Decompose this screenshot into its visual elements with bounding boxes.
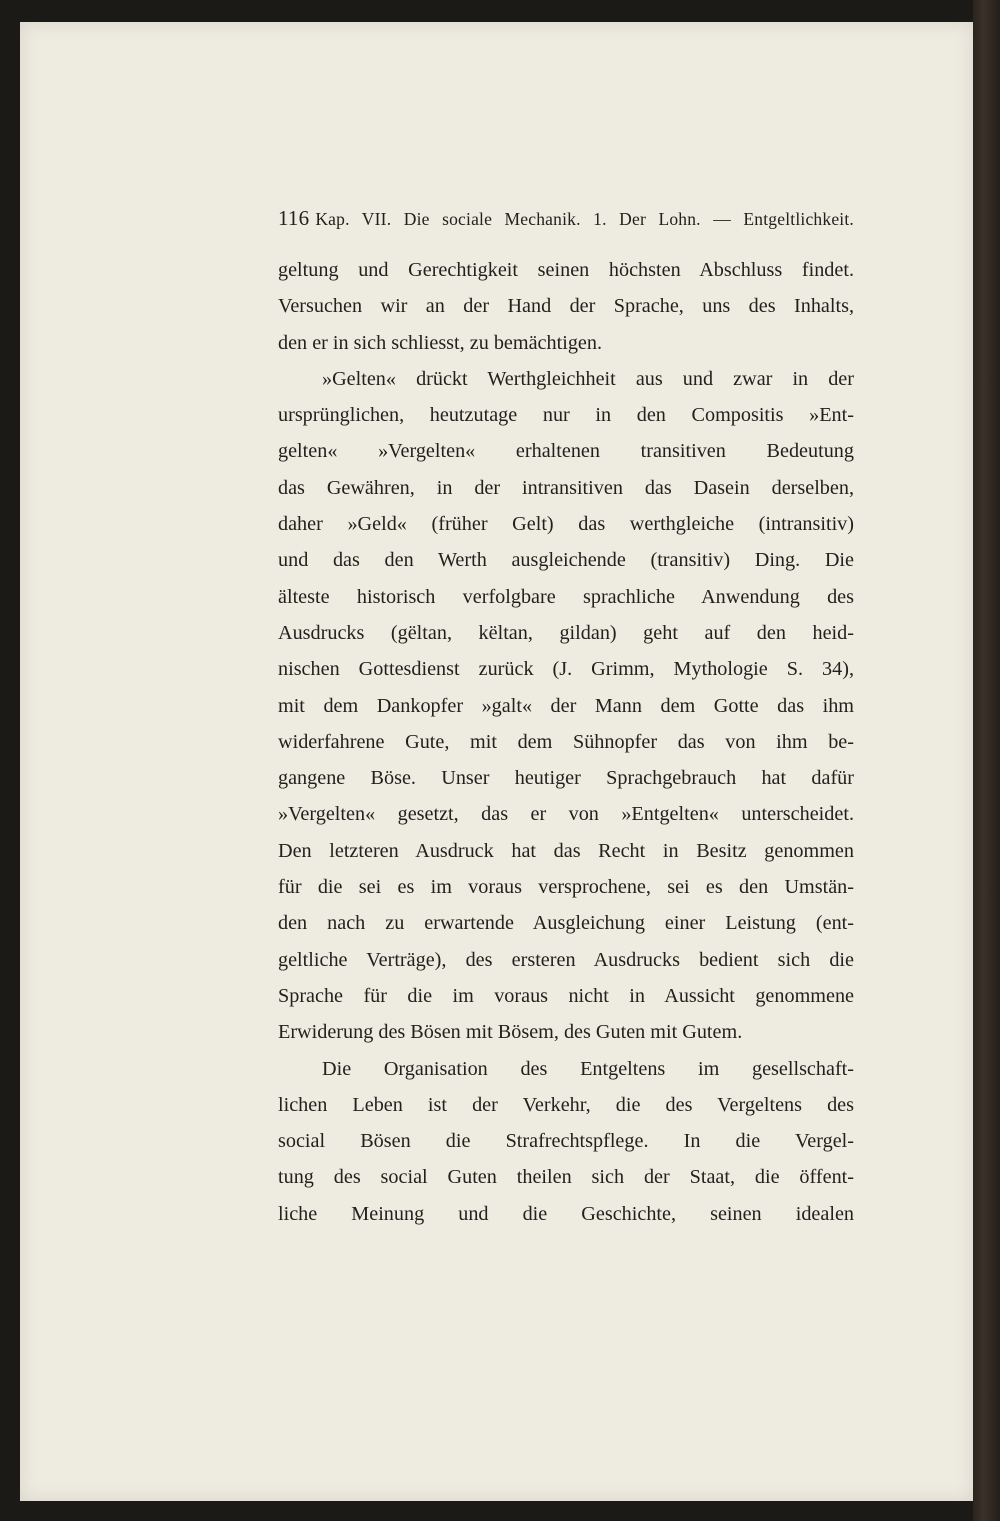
text-line: älteste historisch verfolgbare sprachliche Anwendung des (278, 585, 854, 608)
text-line: Ausdrucks (gëltan, këltan, gildan) geht auf den heid- (278, 621, 854, 644)
text-line: den nach zu erwartende Ausgleichung einer Leistung (ent- (278, 912, 854, 935)
text-line: gangene Böse. Unser heutiger Sprachgebrauch hat dafür (278, 767, 854, 790)
text-line: widerfahrene Gute, mit dem Sühnopfer das von ihm be- (278, 730, 854, 753)
text-line: das Gewähren, in der intransitiven das Dasein derselben, (278, 476, 854, 499)
text-line: Erwiderung des Bösen mit Bösem, des Guten mit Gutem. (278, 1021, 743, 1044)
chapter-title: Kap. VII. Die sociale Mechanik. 1. Der Lohn. — Entgeltlichkeit. (315, 209, 854, 229)
text-line: Sprache für die im voraus nicht in Aussicht genommene (278, 984, 854, 1007)
text-line: und das den Werth ausgleichende (transitiv) Ding. Die (278, 549, 854, 572)
text-line: geltung und Gerechtigkeit seinen höchsten Abschluss findet. (278, 259, 854, 281)
text-line: social Bösen die Strafrechtspflege. In die Vergel- (278, 1130, 854, 1153)
text-line: lichen Leben ist der Verkehr, die des Vergeltens des (278, 1093, 854, 1116)
text-line: geltliche Verträge), des ersteren Ausdrucks bedient sich die (278, 948, 854, 971)
text-line: den er in sich schliesst, zu bemächtigen. (278, 331, 603, 354)
text-line: »Vergelten« gesetzt, das er von »Entgelten« unterscheidet. (278, 803, 854, 826)
book-page (20, 22, 973, 1501)
text-line: daher »Geld« (früher Gelt) das werthgleiche (intransitiv) (278, 513, 854, 536)
body-text (278, 252, 854, 1232)
text-line: ursprünglichen, heutzutage nur in den Compositis »Ent- (278, 404, 854, 427)
book-spine (973, 0, 1000, 1521)
text-line: »Gelten« drückt Werthgleichheit aus und zwar in der (322, 367, 854, 390)
text-line: Den letzteren Ausdruck hat das Recht in Besitz genommen (278, 839, 854, 862)
text-line: liche Meinung und die Geschichte, seinen idealen (278, 1202, 854, 1225)
page-number: 116 (278, 206, 310, 230)
text-line: für die sei es im voraus versprochene, sei es den Umstän- (278, 876, 854, 899)
text-block (278, 200, 854, 1232)
text-line: mit dem Dankopfer »galt« der Mann dem Gotte das ihm (278, 694, 854, 717)
running-head (278, 200, 854, 236)
text-line: gelten« »Vergelten« erhaltenen transitiven Bedeutung (278, 440, 854, 463)
text-line: nischen Gottesdienst zurück (J. Grimm, Mythologie S. 34), (278, 658, 854, 681)
text-line: Versuchen wir an der Hand der Sprache, uns des Inhalts, (278, 295, 854, 318)
text-line: tung des social Guten theilen sich der Staat, die öffent- (278, 1166, 854, 1189)
text-line: Die Organisation des Entgeltens im gesellschaft- (322, 1057, 854, 1080)
